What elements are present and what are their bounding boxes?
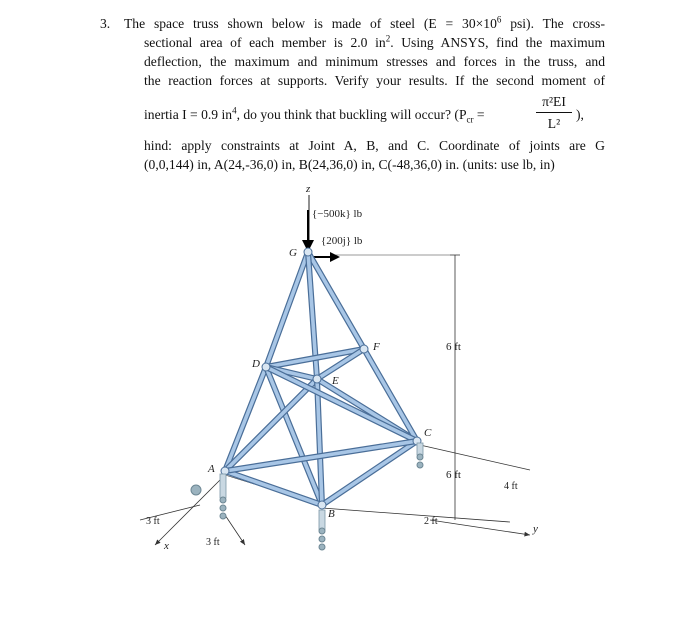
- dim-label-6ft-lower: 6 ft: [446, 469, 461, 481]
- joint-label-b: B: [328, 508, 335, 520]
- truss-members: [221, 248, 421, 509]
- support-a: [191, 474, 226, 519]
- joint-g: [304, 248, 312, 256]
- joint-d: [262, 363, 270, 371]
- joint-f: [360, 345, 368, 353]
- dim-line-2ft: [322, 508, 510, 522]
- member-eb-core: [317, 379, 322, 505]
- x-axis-line: [155, 470, 230, 545]
- support-c: [417, 443, 423, 468]
- problem-number: 3.: [100, 16, 111, 31]
- dim-line-4ft: [420, 445, 530, 470]
- hint-line-1: hind: apply constraints at Joint A, B, and C. Coordinate of joints are G: [144, 138, 605, 153]
- joint-label-d: D: [252, 358, 260, 370]
- problem-line-4: the reaction forces at supports. Verify your results. If the second moment of: [144, 73, 605, 88]
- problem-line-2: sectional area of each member is 2.0 $in^2$. Using ANSYS, find the maximum: [144, 33, 606, 50]
- joint-label-g: G: [289, 247, 297, 259]
- dim-label-3ft-b: 3 ft: [206, 537, 220, 548]
- joint-b: [318, 501, 326, 509]
- x-axis-label: x: [164, 540, 169, 552]
- support-b: [319, 510, 325, 550]
- horizontal-load-arrowhead: [330, 252, 340, 262]
- hint-line-2: (0,0,144) in, A(24,-36,0) in, B(24,36,0) in, C(-48,36,0) in. (units: use lb, in): [144, 157, 555, 172]
- fraction-numerator: π²EI: [536, 92, 572, 113]
- dim-label-3ft-a: 3 ft: [146, 516, 160, 527]
- formula-close: ),: [576, 107, 584, 122]
- problem-line-1: 3. The space truss shown below is made of steel ($E = 30\times 10^6$ psi). The cross-: [100, 14, 605, 31]
- joint-label-c: C: [424, 427, 432, 439]
- load-label-y: {200j} lb: [321, 235, 363, 247]
- y-axis-label: y: [533, 523, 538, 535]
- dim-label-4ft: 4 ft: [504, 481, 518, 492]
- joint-e: [313, 375, 321, 383]
- load-label-z: {−500k} lb: [312, 208, 363, 220]
- dim-label-6ft-upper: 6 ft: [446, 341, 461, 353]
- joint-label-e: E: [332, 375, 339, 387]
- member-da-core: [225, 367, 266, 471]
- member-gd-core: [266, 252, 308, 367]
- dim-label-2ft: 2 ft: [424, 516, 438, 527]
- problem-line-3: deflection, the maximum and minimum stresses and forces in the truss, and: [144, 54, 605, 69]
- y-axis-line: [430, 520, 530, 535]
- z-axis-label: z: [306, 183, 311, 195]
- fraction-denominator: L²: [547, 116, 561, 131]
- inertia-text: inertia I = 0.9 $in^4$, do you think that buckling will occur? ($P_{cr}$ =: [144, 105, 485, 125]
- joint-label-a: A: [208, 463, 215, 475]
- joint-label-f: F: [373, 341, 380, 353]
- dim-line-3ft-b: [225, 515, 245, 545]
